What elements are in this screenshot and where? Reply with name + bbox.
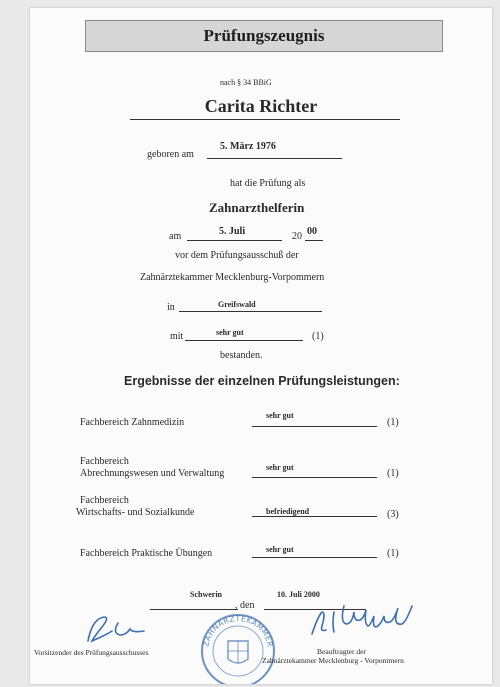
overall-prefix: mit bbox=[170, 331, 184, 342]
exam-year-line bbox=[305, 240, 323, 241]
result-row-4-label: Fachbereich Praktische Übungen bbox=[80, 548, 213, 559]
commissioner-signature-icon bbox=[308, 596, 428, 638]
certificate-title: Prüfungszeugnis bbox=[85, 20, 443, 52]
chairman-caption: Vorsitzender des Prüfungsausschusses bbox=[34, 648, 149, 657]
result-row-3-grade: (3) bbox=[387, 509, 399, 520]
result-row-1-grade: (1) bbox=[387, 417, 399, 428]
commissioner-caption-2: Zahnärztekammer Mecklenburg - Vorpommern bbox=[262, 656, 404, 665]
place-prefix: in bbox=[167, 302, 175, 313]
result-row-2-grade: (1) bbox=[387, 468, 399, 479]
name-underline bbox=[130, 119, 400, 120]
candidate-name-text: Carita Richter bbox=[204, 96, 318, 116]
issue-date: 10. Juli 2000 bbox=[277, 590, 320, 599]
exam-year-prefix: 20 bbox=[292, 231, 302, 242]
birth-date: 5. März 1976 bbox=[220, 141, 276, 152]
overall-value: sehr gut bbox=[216, 328, 244, 337]
result-row-2-line bbox=[252, 477, 377, 478]
seal-text: ZAHNÄRZTEKAMMER bbox=[201, 613, 275, 649]
result-row-1-value: sehr gut bbox=[266, 411, 294, 420]
certificate-page bbox=[30, 8, 492, 684]
result-row-3-label-1: Fachbereich bbox=[80, 495, 129, 506]
result-row-1-line bbox=[252, 426, 377, 427]
overall-grade: (1) bbox=[312, 331, 324, 342]
exam-date-prefix: am bbox=[169, 231, 182, 242]
birth-label: geboren am bbox=[147, 149, 194, 160]
issue-den: , den bbox=[235, 600, 255, 611]
commissioner-caption-1: Beauftragter der bbox=[317, 647, 366, 656]
candidate-name bbox=[30, 96, 492, 117]
exam-year-suffix: 00 bbox=[307, 226, 317, 237]
exam-day: 5. Juli bbox=[219, 226, 246, 237]
issue-place: Schwerin bbox=[190, 590, 222, 599]
place-value: Greifswald bbox=[218, 300, 256, 309]
result-row-1-label: Fachbereich Zahnmedizin bbox=[80, 417, 185, 428]
profession: Zahnarzthelferin bbox=[209, 200, 305, 215]
result-row-3-label-2: Wirtschafts- und Sozialkunde bbox=[76, 507, 195, 518]
result-row-2-value: sehr gut bbox=[266, 463, 294, 472]
chamber-seal-icon bbox=[195, 608, 281, 684]
result-row-2-label-1: Fachbereich bbox=[80, 456, 129, 467]
result-row-3-line bbox=[252, 516, 377, 517]
result-row-4-grade: (1) bbox=[387, 548, 399, 559]
before-label: vor dem Prüfungsausschuß der bbox=[175, 250, 299, 261]
chamber-name: Zahnärztekammer Mecklenburg-Vorpommern bbox=[140, 272, 325, 283]
result-row-4-value: sehr gut bbox=[266, 545, 294, 554]
exam-date-line bbox=[187, 240, 282, 241]
result-row-2-label-2: Abrechnungswesen und Verwaltung bbox=[80, 468, 225, 479]
results-heading: Ergebnisse der einzelnen Prüfungsleistungen: bbox=[124, 374, 400, 388]
result-row-3-value: befriedigend bbox=[266, 507, 310, 516]
birth-line bbox=[207, 158, 342, 159]
legal-basis: nach § 34 BBiG bbox=[220, 78, 272, 87]
passed-as-label: hat die Prüfung als bbox=[230, 178, 306, 189]
chairman-signature-icon bbox=[80, 611, 160, 647]
place-line bbox=[179, 311, 322, 312]
passed-label: bestanden. bbox=[220, 350, 263, 361]
overall-line bbox=[185, 340, 303, 341]
result-row-4-line bbox=[252, 557, 377, 558]
